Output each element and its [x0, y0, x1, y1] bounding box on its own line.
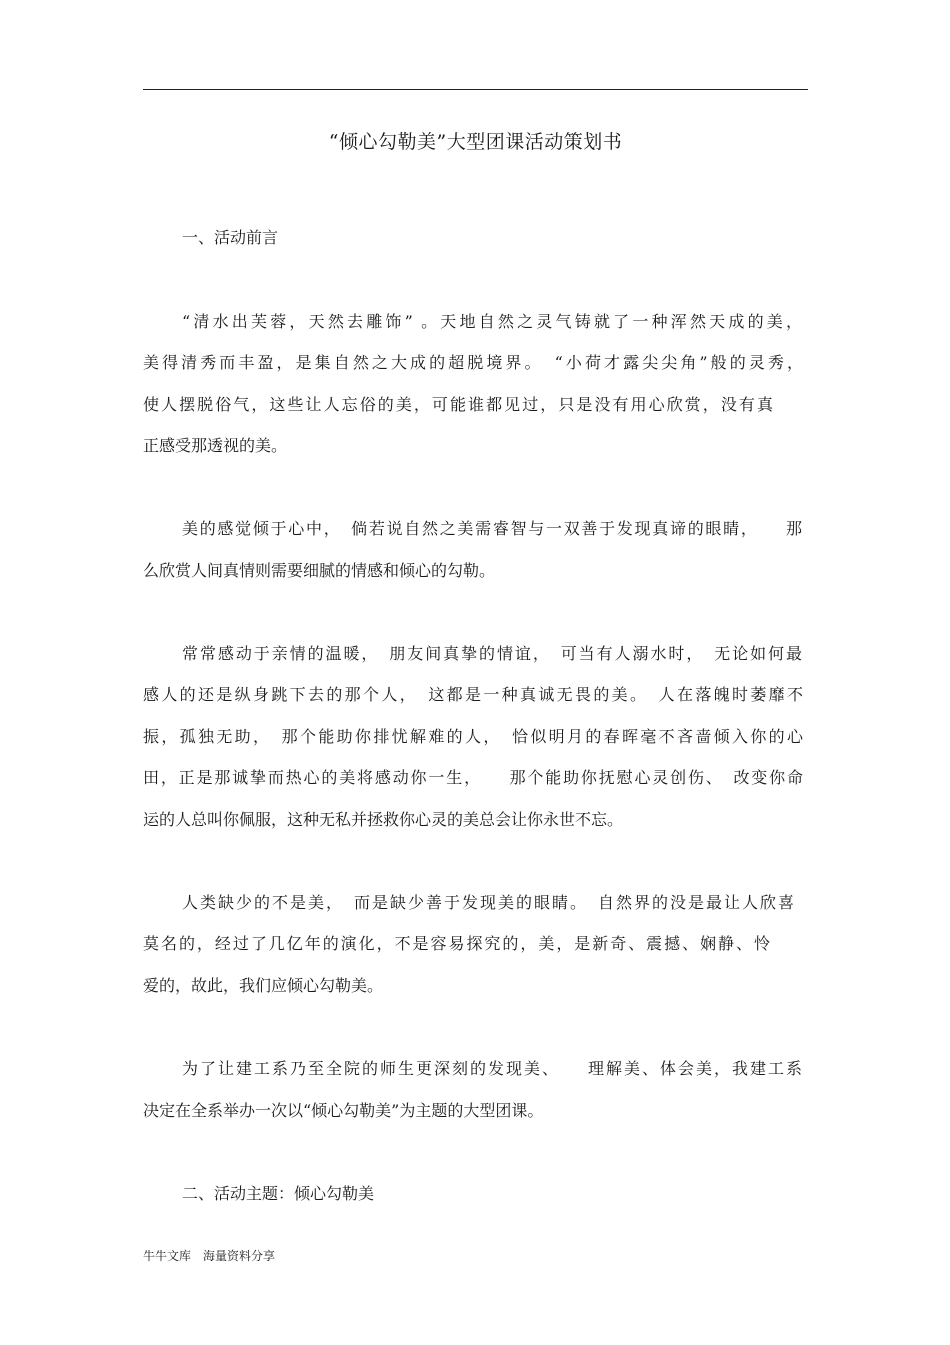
paragraph-line: 美得清秀而丰盈，是集自然之大成的超脱境界。 “小荷才露尖尖角”般的灵秀， [143, 353, 803, 372]
paragraph-line: 运的人总叫你佩服，这种无私并拯救你心灵的美总会让你永世不忘。 [143, 810, 624, 829]
section-heading-preface: 一、活动前言 [182, 228, 279, 247]
paragraph-line: 美的感觉倾于心中， 倘若说自然之美需睿智与一双善于发现真谛的眼睛， 那 [182, 519, 802, 538]
paragraph-line: 为了让建工系乃至全院的师生更深刻的发现美、 理解美、体会美，我建工系 [182, 1059, 802, 1078]
paragraph-line: 么欣赏人间真情则需要细腻的情感和倾心的勾勒。 [143, 561, 496, 580]
paragraph-line: “清水出芙蓉，天然去雕饰” 。天地自然之灵气铸就了一种浑然天成的美， [182, 312, 802, 331]
document-title: “倾心勾勒美”大型团课活动策划书 [328, 131, 623, 153]
paragraph-line: 田，正是那诚挚而热心的美将感动你一生， 那个能助你抚慰心灵创伤、 改变你命 [143, 768, 803, 787]
paragraph-line: 莫名的，经过了几亿年的演化，不是容易探究的，美，是新奇、震撼、娴静、怜 [143, 934, 770, 953]
paragraph-line: 感人的还是纵身跳下去的那个人， 这都是一种真诚无畏的美。 人在落魄时萎靡不 [143, 685, 803, 704]
paragraph-line: 振，孤独无助， 那个能助你排忧解难的人， 恰似明月的春晖毫不吝啬倾入你的心 [143, 727, 803, 746]
section-heading-theme: 二、活动主题：倾心勾勒美 [182, 1184, 375, 1203]
paragraph-line: 常常感动于亲情的温暖， 朋友间真挚的情谊， 可当有人溺水时， 无论如何最 [182, 644, 802, 663]
paragraph-line: 人类缺少的不是美， 而是缺少善于发现美的眼睛。 自然界的没是最让人欣喜 [182, 893, 794, 912]
paragraph-line: 正感受那透视的美。 [143, 436, 288, 455]
paragraph-line: 决定在全系举办一次以“倾心勾勒美”为主题的大型团课。 [143, 1101, 544, 1120]
footer-text: 牛牛文库 海量资料分享 [143, 1249, 276, 1263]
header-rule [143, 89, 808, 90]
paragraph-line: 使人摆脱俗气，这些让人忘俗的美，可能谁都见过，只是没有用心欣赏，没有真 [143, 395, 773, 414]
paragraph-line: 爱的，故此，我们应倾心勾勒美。 [143, 976, 384, 995]
